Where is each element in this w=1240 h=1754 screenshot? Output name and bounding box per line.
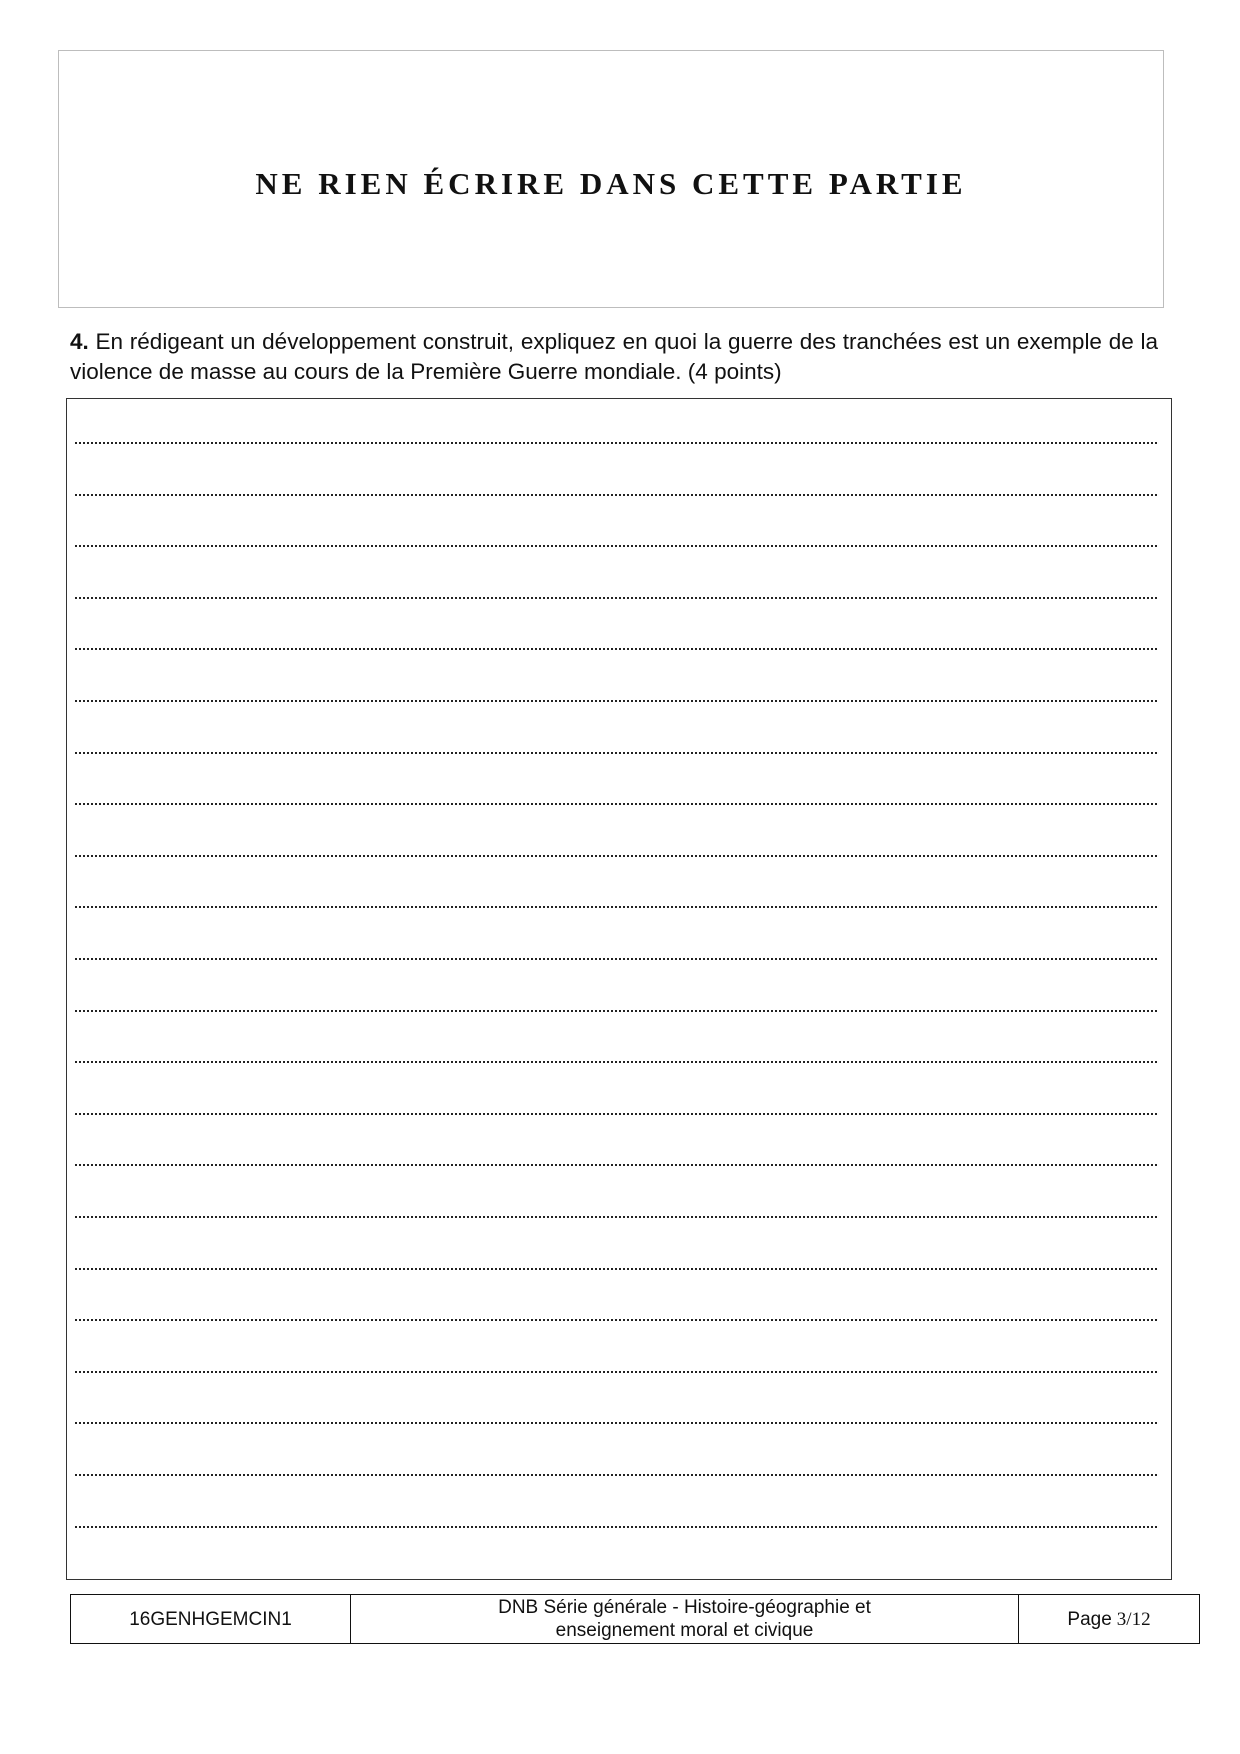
answer-line <box>75 1268 1157 1270</box>
exam-title-line-1: DNB Série générale - Histoire-géographie et <box>498 1597 871 1618</box>
page-indicator <box>1019 1595 1199 1643</box>
answer-line <box>75 1319 1157 1321</box>
answer-line <box>75 1474 1157 1476</box>
answer-line <box>75 1216 1157 1218</box>
answer-line <box>75 597 1157 599</box>
answer-line <box>75 906 1157 908</box>
answer-line <box>75 648 1157 650</box>
answer-line <box>75 1164 1157 1166</box>
question-text: En rédigeant un développement construit, expliquez en quoi la guerre des tranchées est un exemple de la violence de masse au cours de la Première Guerre mondiale. (4 points) <box>70 329 1158 384</box>
answer-line <box>75 958 1157 960</box>
answer-line <box>75 545 1157 547</box>
answer-line <box>75 442 1157 444</box>
reserved-header-box <box>58 50 1164 308</box>
page-number: 3/12 <box>1116 1608 1151 1630</box>
exam-title-line-2: enseignement moral et civique <box>555 1620 814 1641</box>
answer-line <box>75 1113 1157 1115</box>
answer-line <box>75 1526 1157 1528</box>
answer-line <box>75 1061 1157 1063</box>
answer-line <box>75 494 1157 496</box>
reserved-notice: NE RIEN ÉCRIRE DANS CETTE PARTIE <box>255 166 967 201</box>
answer-line <box>75 1422 1157 1424</box>
answer-line <box>75 1371 1157 1373</box>
exam-title <box>351 1595 1019 1643</box>
question-4 <box>70 327 1158 387</box>
answer-line <box>75 700 1157 702</box>
page-footer <box>70 1594 1200 1644</box>
exam-code: 16GENHGEMCIN1 <box>71 1595 351 1643</box>
answer-line <box>75 1010 1157 1012</box>
page-label: Page <box>1067 1608 1112 1630</box>
answer-line <box>75 752 1157 754</box>
question-number: 4. <box>70 329 89 354</box>
answer-line <box>75 855 1157 857</box>
answer-area[interactable] <box>66 398 1172 1580</box>
answer-line <box>75 803 1157 805</box>
